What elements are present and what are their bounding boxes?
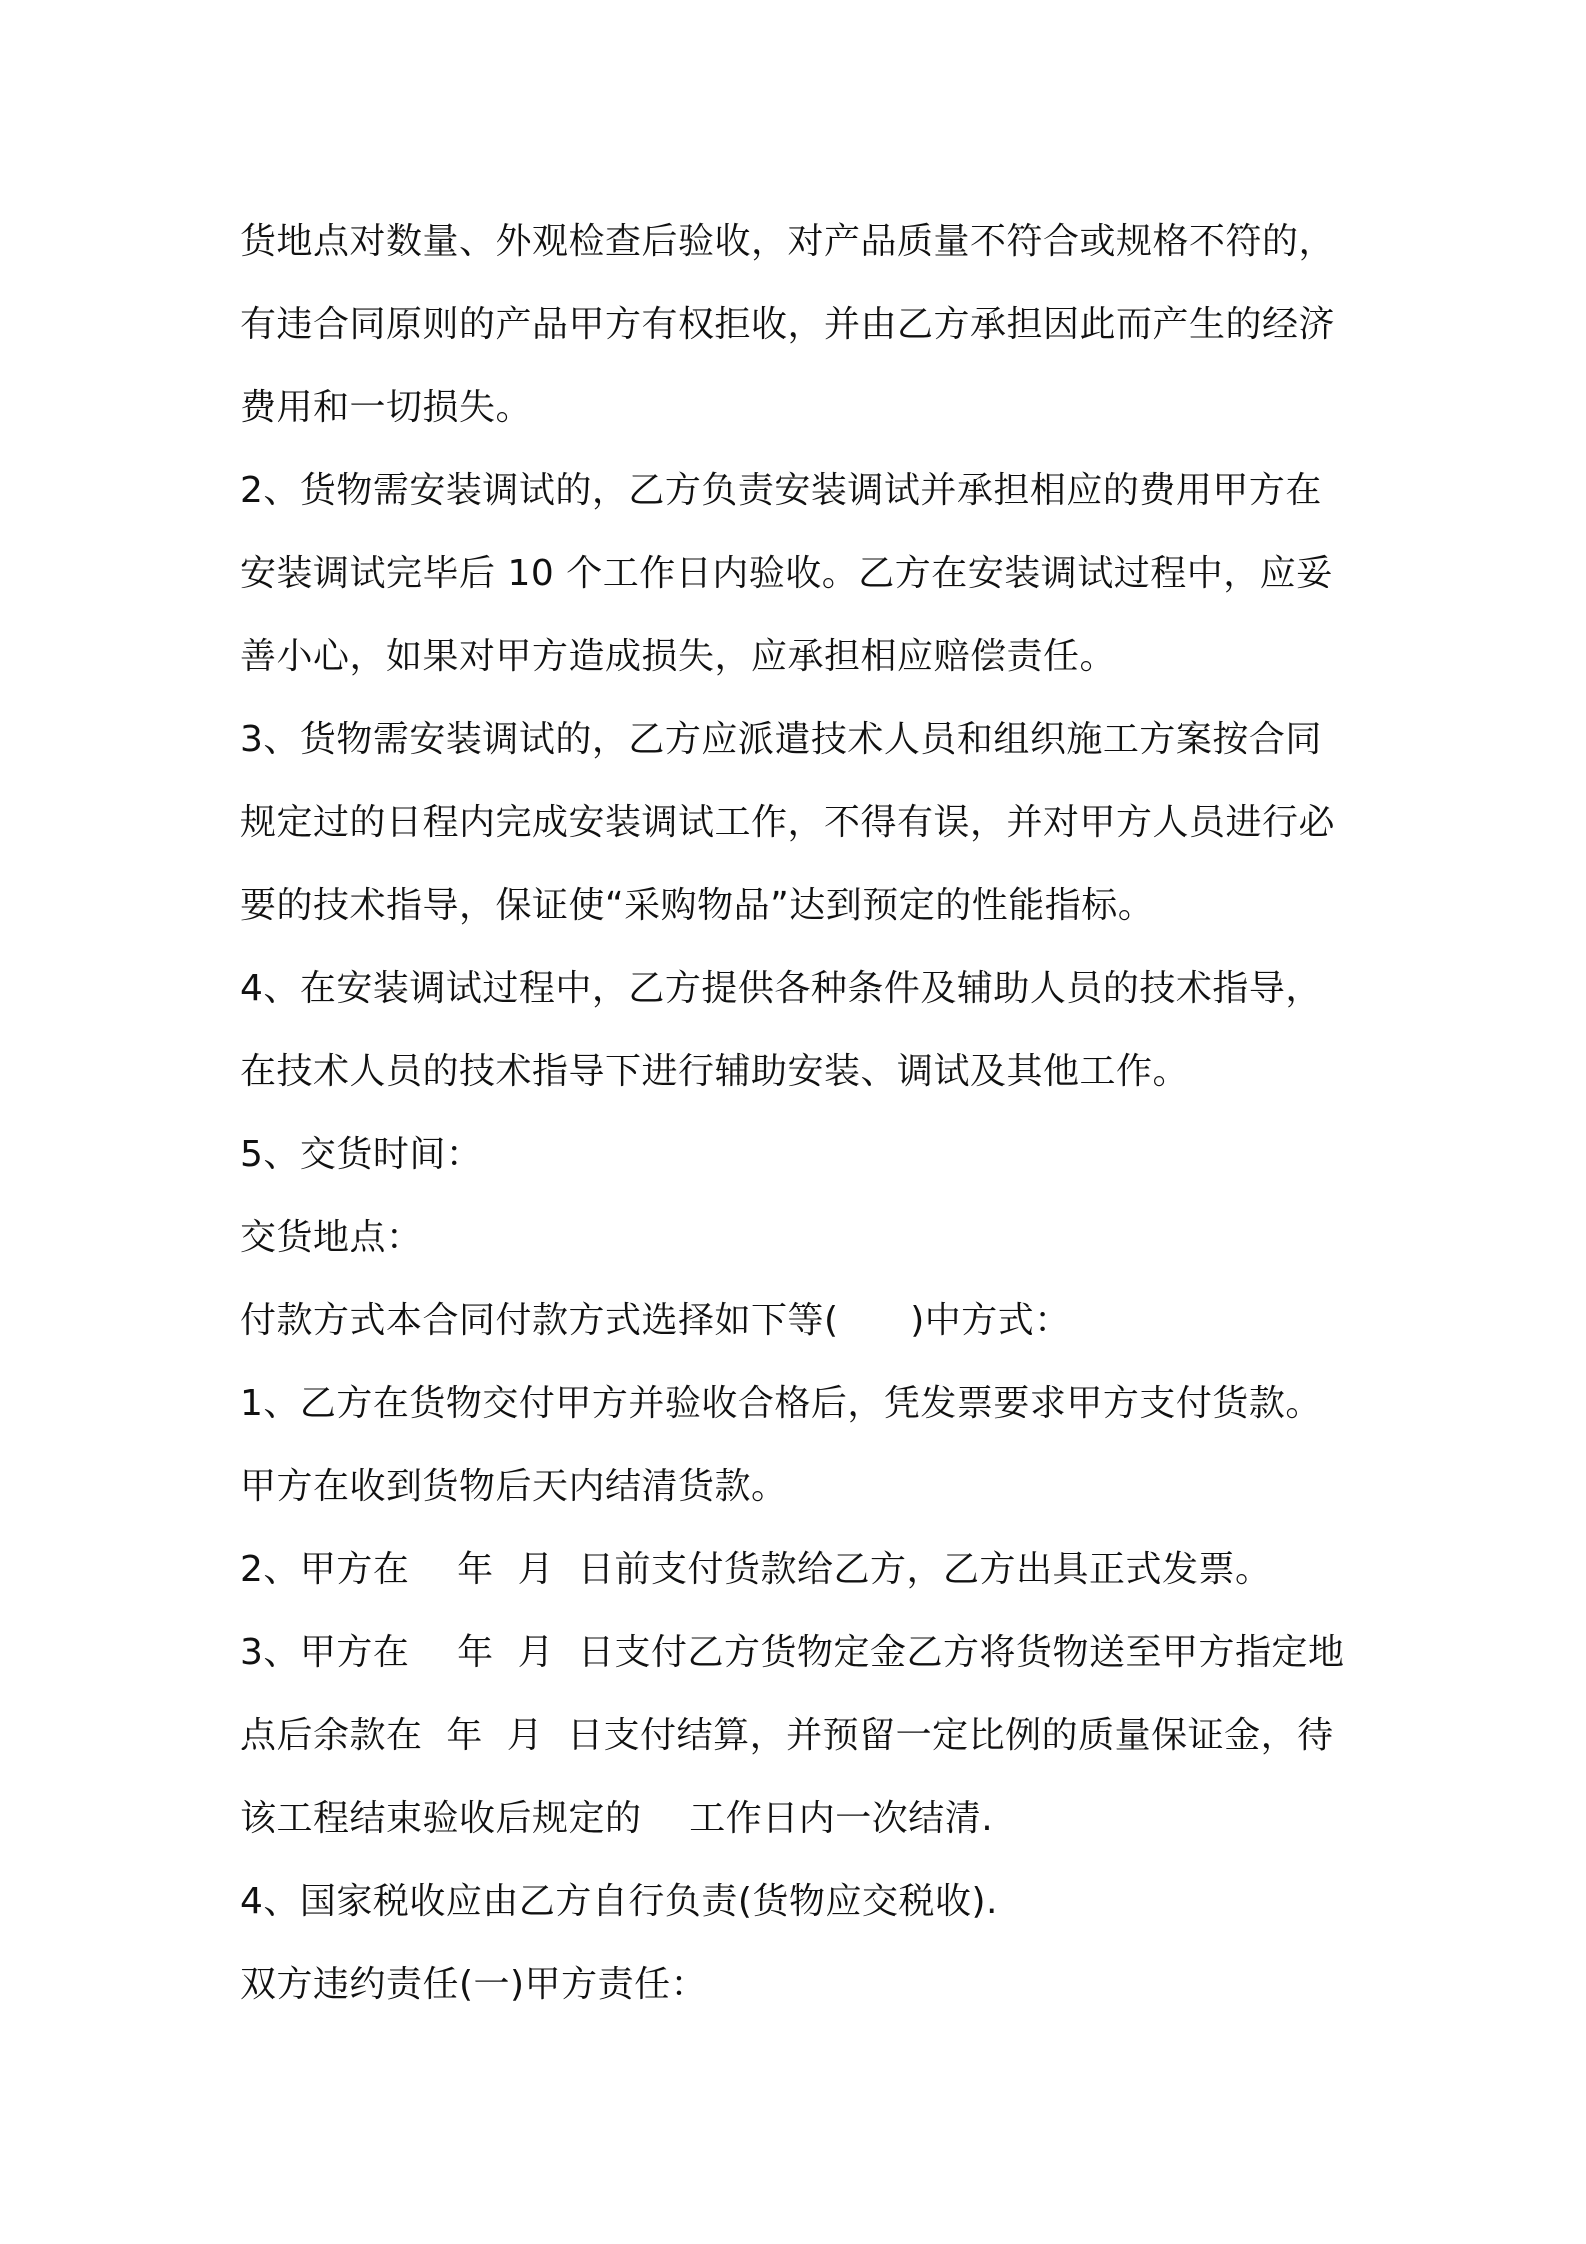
text-line: 4、在安装调试过程中，乙方提供各种条件及辅助人员的技术指导， bbox=[240, 968, 1322, 1009]
text-line: 4、国家税收应由乙方自行负责(货物应交税收). bbox=[240, 1881, 998, 1922]
text-line: 交货地点： bbox=[240, 1217, 423, 1258]
text-line: 3、甲方在 年 月 日支付乙方货物定金乙方将货物送至甲方指定地 bbox=[240, 1632, 1345, 1673]
text-line: 点后余款在 年 月 日支付结算，并预留一定比例的质量保证金，待 bbox=[240, 1715, 1334, 1756]
text-line: 付款方式本合同付款方式选择如下等( )中方式： bbox=[240, 1300, 1071, 1341]
text-line: 规定过的日程内完成安装调试工作，不得有误，并对甲方人员进行必 bbox=[240, 802, 1336, 843]
text-line: 在技术人员的技术指导下进行辅助安装、调试及其他工作。 bbox=[240, 1051, 1190, 1092]
text-line: 费用和一切损失。 bbox=[240, 387, 533, 428]
text-line: 5、交货时间： bbox=[240, 1134, 483, 1175]
text-line: 2、甲方在 年 月 日前支付货款给乙方，乙方出具正式发票。 bbox=[240, 1549, 1272, 1590]
text-line: 3、货物需安装调试的，乙方应派遣技术人员和组织施工方案按合同 bbox=[240, 719, 1322, 760]
text-line: 货地点对数量、外观检查后验收，对产品质量不符合或规格不符的， bbox=[240, 221, 1336, 262]
text-line: 善小心，如果对甲方造成损失，应承担相应赔偿责任。 bbox=[240, 636, 1117, 677]
text-line: 要的技术指导，保证使“采购物品”达到预定的性能指标。 bbox=[240, 885, 1155, 926]
text-line: 有违合同原则的产品甲方有权拒收，并由乙方承担因此而产生的经济 bbox=[240, 304, 1336, 345]
text-line: 安装调试完毕后 10 个工作日内验收。乙方在安装调试过程中，应妥 bbox=[240, 553, 1333, 594]
text-line: 2、货物需安装调试的，乙方负责安装调试并承担相应的费用甲方在 bbox=[240, 470, 1322, 511]
text-line: 双方违约责任(一)甲方责任： bbox=[240, 1964, 708, 2005]
text-line: 甲方在收到货物后天内结清货款。 bbox=[240, 1466, 788, 1507]
text-line: 该工程结束验收后规定的 工作日内一次结清. bbox=[240, 1798, 994, 1839]
document-body bbox=[240, 200, 1370, 2026]
text-line: 1、乙方在货物交付甲方并验收合格后，凭发票要求甲方支付货款。 bbox=[240, 1383, 1322, 1424]
